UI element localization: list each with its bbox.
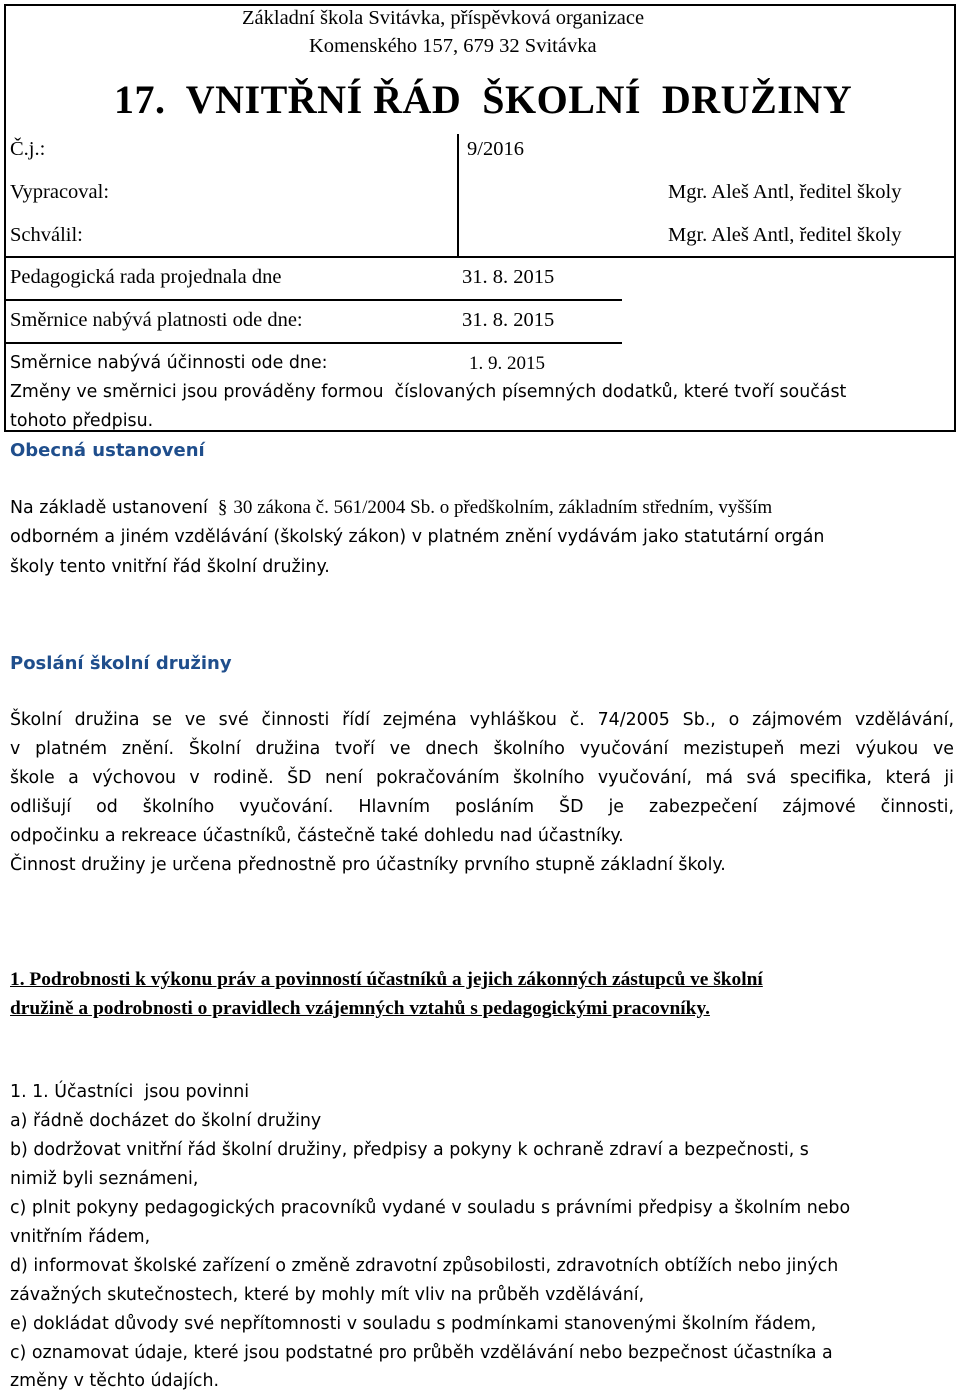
approved-label: Schválil: bbox=[10, 224, 83, 246]
duty-d-line-2: závažných skutečnostech, které by mohly mít vliv na průběh vzdělávání, bbox=[10, 1285, 645, 1305]
general-heading: Obecná ustanovení bbox=[10, 440, 205, 461]
header-divider-3 bbox=[4, 342, 622, 344]
section1-heading-line-1: 1. Podrobnosti k výkonu práv a povinností účastníků a jejich zákonných zástupců ve školní bbox=[10, 969, 763, 990]
prepared-value: Mgr. Aleš Antl, ředitel školy bbox=[668, 181, 902, 203]
mission-line-4: odlišují od školního vyučování. Hlavním posláním ŠD je zabezpečení zájmové činnosti, bbox=[10, 797, 954, 817]
cj-value: 9/2016 bbox=[467, 138, 524, 160]
section-symbol: § bbox=[217, 497, 228, 518]
effect-date: 1. 9. 2015 bbox=[469, 353, 545, 374]
mission-line-6: Činnost družiny je určena přednostně pro účastníky prvního stupně základní školy. bbox=[10, 855, 726, 875]
mission-line-5: odpočinku a rekreace účastníků, částečně také dohledu nad účastníky. bbox=[10, 826, 624, 846]
duties-heading: 1. 1. Účastníci jsou povinni bbox=[10, 1082, 250, 1102]
duty-e: e) dokládat důvody své nepřítomnosti v souladu s podmínkami stanovenými školním řádem, bbox=[10, 1314, 817, 1334]
header-divider-2 bbox=[4, 299, 622, 301]
duty-b-line-2: nimiž byli seznámeni, bbox=[10, 1169, 199, 1189]
duty-a: a) řádně docházet do školní družiny bbox=[10, 1111, 322, 1131]
duty-f-line-1: c) oznamovat údaje, které jsou podstatné pro průběh vzdělávání nebo bezpečnost účastníka a bbox=[10, 1343, 833, 1363]
mission-heading: Poslání školní družiny bbox=[10, 653, 232, 674]
validity-date: 31. 8. 2015 bbox=[462, 309, 555, 331]
changes-line-2: tohoto předpisu. bbox=[10, 411, 154, 431]
general-line-3: školy tento vnitřní řád školní družiny. bbox=[10, 557, 330, 577]
validity-label: Směrnice nabývá platnosti ode dne: bbox=[10, 309, 303, 331]
duty-d-line-1: d) informovat školské zařízení o změně zdravotní způsobilosti, zdravotních obtížích nebo jiných bbox=[10, 1256, 839, 1276]
general-line-1 bbox=[10, 497, 772, 519]
prepared-label: Vypracoval: bbox=[10, 181, 110, 203]
school-name: Základní škola Svitávka, příspěvková organizace bbox=[242, 7, 645, 29]
duty-c-line-2: vnitřním řádem, bbox=[10, 1227, 151, 1247]
section1-heading-line-2: družině a podrobnosti o pravidlech vzájemných vztahů s pedagogickými pracovníky. bbox=[10, 998, 710, 1019]
cj-label: Č.j.: bbox=[10, 138, 46, 160]
council-date: 31. 8. 2015 bbox=[462, 266, 555, 288]
document-title: 17. VNITŘNÍ ŘÁD ŠKOLNÍ DRUŽINY bbox=[114, 77, 853, 122]
header-divider-1 bbox=[4, 256, 956, 258]
header-vertical-divider bbox=[457, 134, 459, 256]
effect-label: Směrnice nabývá účinnosti ode dne: bbox=[10, 353, 328, 373]
duty-b-line-1: b) dodržovat vnitřní řád školní družiny, předpisy a pokyny k ochraně zdraví a bezpečnosti, s bbox=[10, 1140, 809, 1160]
general-line-1a: Na základě ustanovení bbox=[10, 498, 208, 518]
general-law: 30 zákona č. 561/2004 Sb. o předškolním, základním středním, vyšším bbox=[233, 497, 773, 518]
general-line-2: odborném a jiném vzdělávání (školský zákon) v platném znění vydávám jako statutární orgán bbox=[10, 527, 825, 547]
duty-c-line-1: c) plnit pokyny pedagogických pracovníků vydané v souladu s právními předpisy a školním nebo bbox=[10, 1198, 851, 1218]
school-address: Komenského 157, 679 32 Svitávka bbox=[309, 35, 597, 57]
mission-line-1: Školní družina se ve své činnosti řídí zejména vyhláškou č. 74/2005 Sb., o zájmovém vzdělávání, bbox=[10, 710, 954, 730]
mission-paragraph bbox=[10, 706, 954, 880]
mission-line-3: škole a výchovou v rodině. ŠD není pokračováním školního vyučování, má svá specifika, která ji bbox=[10, 768, 954, 788]
changes-line-1: Změny ve směrnici jsou prováděny formou číslovaných písemných dodatků, které tvoří součást bbox=[10, 382, 847, 402]
mission-line-2: v platném znění. Školní družina tvoří ve dnech školního vyučování mezistupeň mezi výukou ve bbox=[10, 739, 954, 759]
council-label: Pedagogická rada projednala dne bbox=[10, 266, 282, 288]
approved-value: Mgr. Aleš Antl, ředitel školy bbox=[668, 224, 902, 246]
duty-f-line-2: změny v těchto údajích. bbox=[10, 1371, 220, 1391]
